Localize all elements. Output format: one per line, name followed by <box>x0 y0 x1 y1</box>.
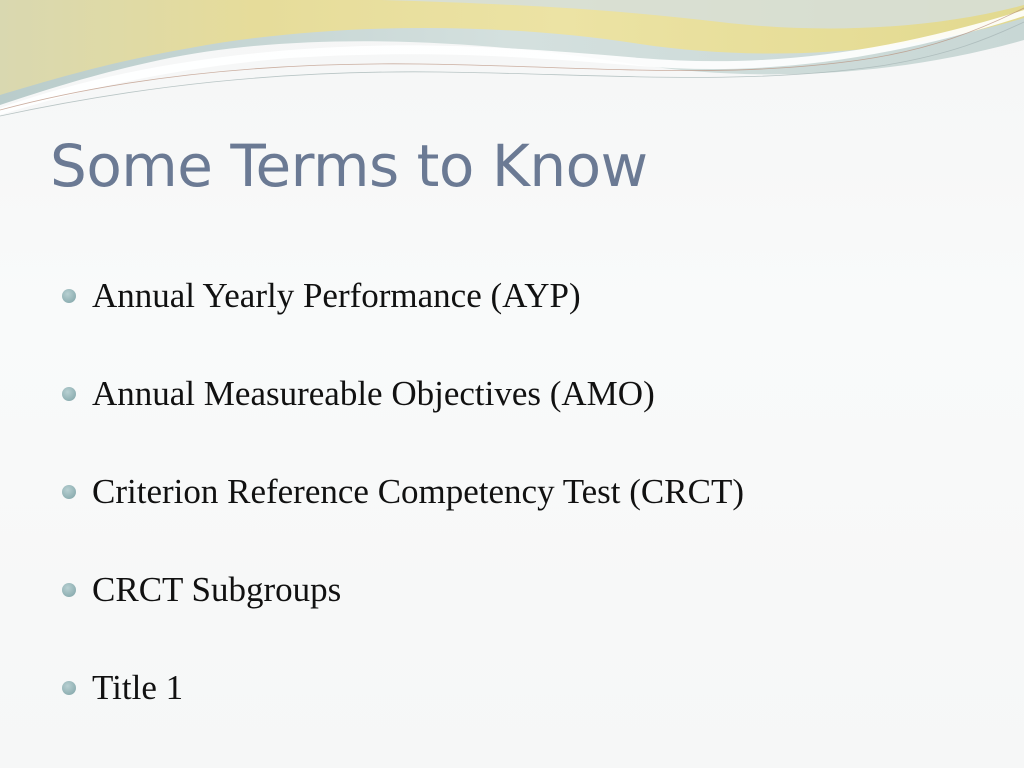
header-wave-decoration <box>0 0 1024 130</box>
bullet-text: Annual Yearly Performance (AYP) <box>92 276 581 315</box>
bullet-item-crct-subgroups <box>62 541 744 639</box>
bullet-text: Annual Measureable Objectives (AMO) <box>92 374 655 413</box>
bullet-item-ayp <box>62 247 744 345</box>
bullet-text: CRCT Subgroups <box>92 570 342 609</box>
bullet-list <box>62 247 744 737</box>
bullet-dot-icon <box>62 289 76 303</box>
bullet-text: Criterion Reference Competency Test (CRCT) <box>92 472 744 511</box>
bullet-item-crct <box>62 443 744 541</box>
bullet-text: Title 1 <box>92 668 184 707</box>
bullet-dot-icon <box>62 583 76 597</box>
bullet-dot-icon <box>62 387 76 401</box>
bullet-item-title-1 <box>62 639 744 737</box>
bullet-dot-icon <box>62 485 76 499</box>
bullet-item-amo <box>62 345 744 443</box>
bullet-dot-icon <box>62 681 76 695</box>
slide-title: Some Terms to Know <box>50 132 648 200</box>
